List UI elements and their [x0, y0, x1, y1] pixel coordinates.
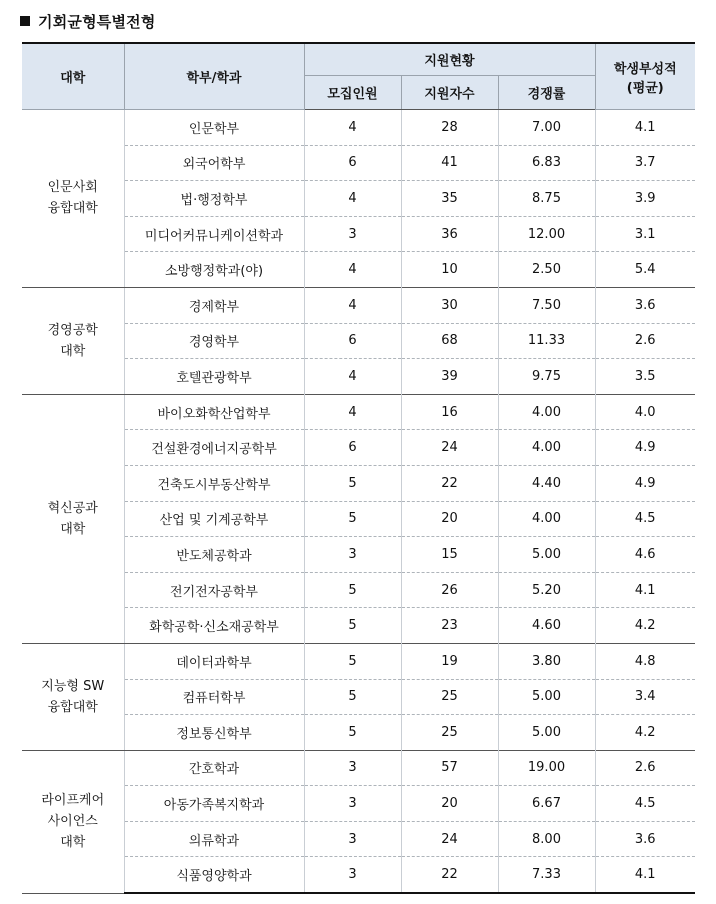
college-name-line: 경영공학: [47, 322, 98, 338]
quota-cell: 6: [304, 145, 401, 181]
grade-cell: 3.9: [595, 181, 695, 217]
applicants-cell: 28: [401, 110, 498, 146]
department-cell: 컴퓨터학부: [124, 679, 304, 715]
applicants-cell: 39: [401, 359, 498, 395]
grade-cell: 2.6: [595, 323, 695, 359]
grade-cell: 5.4: [595, 252, 695, 288]
grade-cell: 4.8: [595, 643, 695, 679]
applicants-cell: 20: [401, 786, 498, 822]
ratio-cell: 4.00: [498, 394, 595, 430]
table-header: [22, 43, 695, 110]
ratio-cell: 2.50: [498, 252, 595, 288]
section-title-text: 기회균형특별전형: [38, 12, 156, 31]
college-name: [22, 287, 124, 394]
grade-cell: 4.6: [595, 537, 695, 573]
ratio-cell: 5.20: [498, 572, 595, 608]
quota-cell: 5: [304, 572, 401, 608]
department-cell: 경제학부: [124, 287, 304, 323]
table-row: [22, 394, 695, 430]
ratio-cell: 5.00: [498, 679, 595, 715]
college-name-line: 대학: [60, 835, 86, 851]
table-row: [22, 287, 695, 323]
quota-cell: 5: [304, 608, 401, 644]
ratio-cell: 6.83: [498, 145, 595, 181]
header-application-status: 지원현황: [304, 43, 595, 76]
quota-cell: 3: [304, 786, 401, 822]
ratio-cell: 7.00: [498, 110, 595, 146]
department-cell: 식품영양학과: [124, 857, 304, 893]
quota-cell: 5: [304, 715, 401, 751]
department-cell: 간호학과: [124, 750, 304, 786]
ratio-cell: 8.75: [498, 181, 595, 217]
grade-cell: 3.7: [595, 145, 695, 181]
college-name-line: 사이언스: [47, 814, 98, 830]
college-name-line: 대학: [60, 343, 86, 359]
quota-cell: 4: [304, 394, 401, 430]
header-department: 학부/학과: [124, 43, 304, 110]
grade-cell: 4.9: [595, 465, 695, 501]
college-name-line: 라이프케어: [41, 793, 105, 809]
quota-cell: 5: [304, 501, 401, 537]
department-cell: 외국어학부: [124, 145, 304, 181]
department-cell: 아동가족복지학과: [124, 786, 304, 822]
quota-cell: 6: [304, 323, 401, 359]
department-cell: 전기전자공학부: [124, 572, 304, 608]
ratio-cell: 12.00: [498, 216, 595, 252]
grade-cell: 2.6: [595, 750, 695, 786]
ratio-cell: 11.33: [498, 323, 595, 359]
admission-table: [22, 42, 695, 894]
grade-cell: 3.1: [595, 216, 695, 252]
college-name-line: 융합대학: [47, 699, 98, 715]
department-cell: 인문학부: [124, 110, 304, 146]
college-name: [22, 643, 124, 750]
applicants-cell: 25: [401, 715, 498, 751]
applicants-cell: 57: [401, 750, 498, 786]
department-cell: 호텔관광학부: [124, 359, 304, 395]
department-cell: 미디어커뮤니케이션학과: [124, 216, 304, 252]
department-cell: 산업 및 기계공학부: [124, 501, 304, 537]
applicants-cell: 24: [401, 821, 498, 857]
quota-cell: 5: [304, 679, 401, 715]
square-bullet-icon: [20, 16, 30, 26]
quota-cell: 3: [304, 537, 401, 573]
ratio-cell: 7.33: [498, 857, 595, 893]
ratio-cell: 9.75: [498, 359, 595, 395]
department-cell: 법·행정학부: [124, 181, 304, 217]
table-body: [22, 110, 695, 894]
quota-cell: 5: [304, 643, 401, 679]
grade-cell: 3.4: [595, 679, 695, 715]
applicants-cell: 26: [401, 572, 498, 608]
grade-cell: 4.1: [595, 572, 695, 608]
applicants-cell: 36: [401, 216, 498, 252]
department-cell: 경영학부: [124, 323, 304, 359]
college-name-line: 대학: [60, 521, 86, 537]
ratio-cell: 4.00: [498, 430, 595, 466]
quota-cell: 4: [304, 359, 401, 395]
quota-cell: 4: [304, 287, 401, 323]
grade-cell: 4.0: [595, 394, 695, 430]
quota-cell: 3: [304, 821, 401, 857]
quota-cell: 4: [304, 181, 401, 217]
department-cell: 정보통신학부: [124, 715, 304, 751]
section-title: [20, 10, 156, 32]
grade-cell: 4.5: [595, 786, 695, 822]
ratio-cell: 5.00: [498, 715, 595, 751]
department-cell: 화학공학·신소재공학부: [124, 608, 304, 644]
quota-cell: 4: [304, 252, 401, 288]
table-row: [22, 643, 695, 679]
applicants-cell: 20: [401, 501, 498, 537]
applicants-cell: 22: [401, 857, 498, 893]
grade-cell: 4.2: [595, 608, 695, 644]
applicants-cell: 22: [401, 465, 498, 501]
header-applicants: 지원자수: [401, 76, 498, 110]
quota-cell: 6: [304, 430, 401, 466]
header-quota: 모집인원: [304, 76, 401, 110]
department-cell: 소방행정학과(야): [124, 252, 304, 288]
grade-cell: 3.5: [595, 359, 695, 395]
department-cell: 바이오화학산업학부: [124, 394, 304, 430]
header-grade-line2: (평균): [626, 80, 664, 96]
department-cell: 의류학과: [124, 821, 304, 857]
table-row: [22, 110, 695, 146]
ratio-cell: 4.60: [498, 608, 595, 644]
grade-cell: 4.2: [595, 715, 695, 751]
applicants-cell: 24: [401, 430, 498, 466]
applicants-cell: 23: [401, 608, 498, 644]
applicants-cell: 25: [401, 679, 498, 715]
ratio-cell: 19.00: [498, 750, 595, 786]
quota-cell: 3: [304, 750, 401, 786]
college-name: [22, 750, 124, 893]
header-college: 대학: [22, 43, 124, 110]
ratio-cell: 7.50: [498, 287, 595, 323]
grade-cell: 3.6: [595, 821, 695, 857]
applicants-cell: 30: [401, 287, 498, 323]
college-name-line: 지능형 SW: [41, 678, 105, 694]
table-row: [22, 750, 695, 786]
grade-cell: 4.1: [595, 110, 695, 146]
college-name-line: 인문사회: [47, 180, 98, 196]
department-cell: 건설환경에너지공학부: [124, 430, 304, 466]
college-name-line: 혁신공과: [47, 500, 98, 516]
department-cell: 건축도시부동산학부: [124, 465, 304, 501]
department-cell: 반도체공학과: [124, 537, 304, 573]
applicants-cell: 10: [401, 252, 498, 288]
quota-cell: 5: [304, 465, 401, 501]
applicants-cell: 35: [401, 181, 498, 217]
quota-cell: 4: [304, 110, 401, 146]
college-name: [22, 110, 124, 288]
header-grade-line1: 학생부성적: [613, 61, 677, 77]
header-grade: [595, 43, 695, 110]
applicants-cell: 19: [401, 643, 498, 679]
ratio-cell: 4.40: [498, 465, 595, 501]
ratio-cell: 3.80: [498, 643, 595, 679]
ratio-cell: 6.67: [498, 786, 595, 822]
header-ratio: 경쟁률: [498, 76, 595, 110]
ratio-cell: 5.00: [498, 537, 595, 573]
grade-cell: 3.6: [595, 287, 695, 323]
college-name: [22, 394, 124, 643]
grade-cell: 4.9: [595, 430, 695, 466]
ratio-cell: 4.00: [498, 501, 595, 537]
department-cell: 데이터과학부: [124, 643, 304, 679]
ratio-cell: 8.00: [498, 821, 595, 857]
applicants-cell: 16: [401, 394, 498, 430]
quota-cell: 3: [304, 216, 401, 252]
applicants-cell: 15: [401, 537, 498, 573]
college-name-line: 융합대학: [47, 201, 98, 217]
quota-cell: 3: [304, 857, 401, 893]
grade-cell: 4.5: [595, 501, 695, 537]
grade-cell: 4.1: [595, 857, 695, 893]
applicants-cell: 68: [401, 323, 498, 359]
applicants-cell: 41: [401, 145, 498, 181]
